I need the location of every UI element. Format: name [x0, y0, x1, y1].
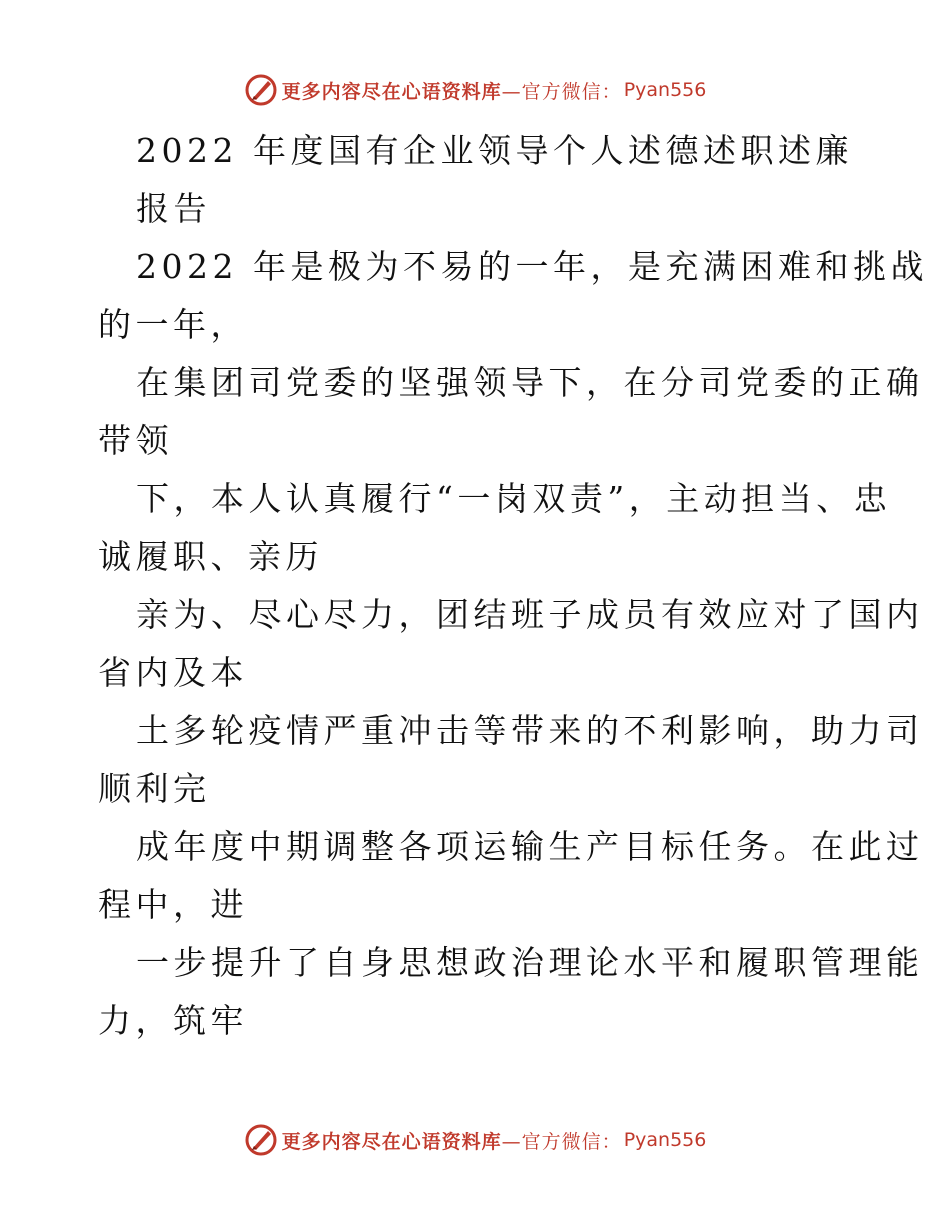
banner-text-wechat: —官方微信：	[501, 80, 622, 103]
doc-line: 2022 年是极为不易的一年，是充满困难和挑战	[136, 247, 928, 286]
quill-pen-logo-icon	[244, 73, 278, 107]
doc-line: 在集团司党委的坚强领导下，在分司党委的正确	[136, 363, 924, 402]
doc-line: 顺利完	[98, 769, 211, 808]
doc-line: 亲为、尽心尽力，团结班子成员有效应对了国内	[136, 595, 924, 634]
document-body	[98, 122, 928, 1050]
doc-line: 土多轮疫情严重冲击等带来的不利影响，助力司	[136, 711, 924, 750]
banner-text-main: 更多内容尽在心语资料库	[281, 1130, 502, 1153]
doc-line: 诚履职、亲历	[98, 537, 323, 576]
header-watermark-banner	[0, 70, 950, 110]
footer-watermark-banner	[0, 1120, 950, 1160]
banner-text-id: Pyan556	[623, 79, 707, 101]
doc-line: 一步提升了自身思想政治理论水平和履职管理能	[136, 943, 924, 982]
doc-line: 力，筑牢	[98, 1001, 248, 1040]
banner-text-wechat: —官方微信：	[501, 1130, 622, 1153]
doc-line: 下，本人认真履行“一岗双责”，主动担当、忠	[136, 479, 892, 518]
doc-line: 带领	[98, 421, 173, 460]
quill-pen-logo-icon	[244, 1123, 278, 1157]
doc-line: 程中，进	[98, 885, 248, 924]
doc-line: 的一年，	[98, 305, 248, 344]
banner-text-main: 更多内容尽在心语资料库	[281, 80, 502, 103]
banner-text-id: Pyan556	[623, 1129, 707, 1151]
doc-line: 省内及本	[98, 653, 248, 692]
doc-line: 2022 年度国有企业领导个人述德述职述廉	[136, 131, 853, 170]
doc-line: 报告	[136, 189, 211, 228]
doc-line: 成年度中期调整各项运输生产目标任务。在此过	[136, 827, 924, 866]
